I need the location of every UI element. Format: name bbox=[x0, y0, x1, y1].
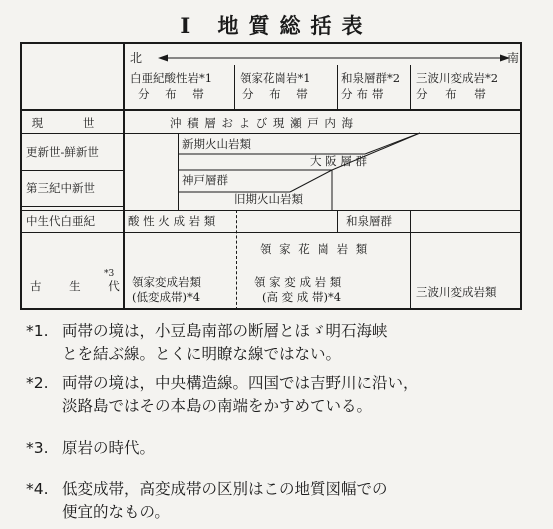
footnote-1-line1: 両帯の境は，小豆島南部の断層とほゞ明石海峡 bbox=[62, 322, 388, 340]
footnote-3 bbox=[26, 437, 155, 460]
cell-ryoke-high-2: (高 変 成 帯)*4 bbox=[262, 290, 342, 304]
era-koseidai: 古 生 代 bbox=[30, 279, 132, 293]
col-header-3-line1: 和泉層群*2 bbox=[341, 71, 401, 85]
col-header-4-line1: 三波川変成岩*2 bbox=[416, 71, 499, 85]
cell-sanbagawa: 三波川変成岩類 bbox=[416, 285, 497, 299]
cell-acidic: 酸 性 火 成 岩 類 bbox=[128, 214, 216, 228]
north-label: 北 bbox=[130, 51, 143, 65]
cell-izumi: 和泉層群 bbox=[346, 214, 392, 228]
col-header-1-line1: 白亜紀酸性岩*1 bbox=[130, 71, 213, 85]
footnote-4-mark: *4. bbox=[26, 480, 49, 498]
cell-ryoke-granite: 領 家 花 崗 岩 類 bbox=[260, 242, 370, 256]
era-genzai: 現 世 bbox=[31, 116, 113, 130]
footnote-1-mark: *1. bbox=[26, 322, 49, 340]
era-koseidai-note: *3 bbox=[104, 269, 115, 279]
cell-old-volcanic: 旧期火山岩類 bbox=[234, 192, 303, 206]
col-header-4-line2: 分 布 帯 bbox=[416, 87, 493, 101]
era-daisanki: 第三紀中新世 bbox=[26, 181, 95, 195]
era-koushinsei: 更新世-鮮新世 bbox=[26, 145, 99, 159]
page-title: I 地質総括表 bbox=[180, 13, 373, 38]
south-label: 南 bbox=[507, 51, 520, 65]
footnote-2-line1: 両帯の境は，中央構造線。四国では吉野川に沿い， bbox=[62, 374, 419, 392]
cell-new-volcanic: 新期火山岩類 bbox=[182, 137, 251, 151]
footnote-3-line1: 原岩の時代。 bbox=[62, 439, 156, 457]
footnote-2-line2: 淡路島ではその本島の南端をかすめている。 bbox=[62, 397, 373, 415]
cell-ryoke-low-2: (低変成帯)*4 bbox=[132, 290, 201, 304]
col-header-1-line2: 分 布 帯 bbox=[138, 87, 210, 101]
era-chuseidai: 中生代白亜紀 bbox=[26, 214, 95, 228]
cell-osaka: 大 阪 層 群 bbox=[310, 154, 367, 168]
footnote-2-mark: *2. bbox=[26, 374, 49, 392]
cell-ryoke-high-1: 領 家 変 成 岩 類 bbox=[254, 275, 342, 289]
col-header-2-line1: 領家花崗岩*1 bbox=[240, 71, 311, 85]
geology-table bbox=[20, 42, 522, 310]
footnote-1-line2: とを結ぶ線。とくに明瞭な線ではない。 bbox=[62, 345, 342, 363]
footnote-4-line1: 低変成帯，高変成帯の区別はこの地質図幅での bbox=[62, 480, 388, 498]
footnote-2 bbox=[26, 372, 419, 418]
footnote-1 bbox=[26, 320, 388, 366]
cell-alluvium: 沖 積 層 お よ び 現 瀬 戸 内 海 bbox=[170, 116, 355, 130]
col-header-2-line2: 分 布 帯 bbox=[242, 87, 314, 101]
cell-ryoke-low-1: 領家変成岩類 bbox=[132, 275, 201, 289]
footnote-3-mark: *3. bbox=[26, 439, 49, 457]
footnote-4-line2: 便宜的なもの。 bbox=[62, 503, 170, 521]
cell-kobe: 神戸層群 bbox=[182, 173, 228, 187]
footnote-4 bbox=[26, 478, 388, 524]
col-header-3-line2: 分布帯 bbox=[341, 87, 388, 101]
